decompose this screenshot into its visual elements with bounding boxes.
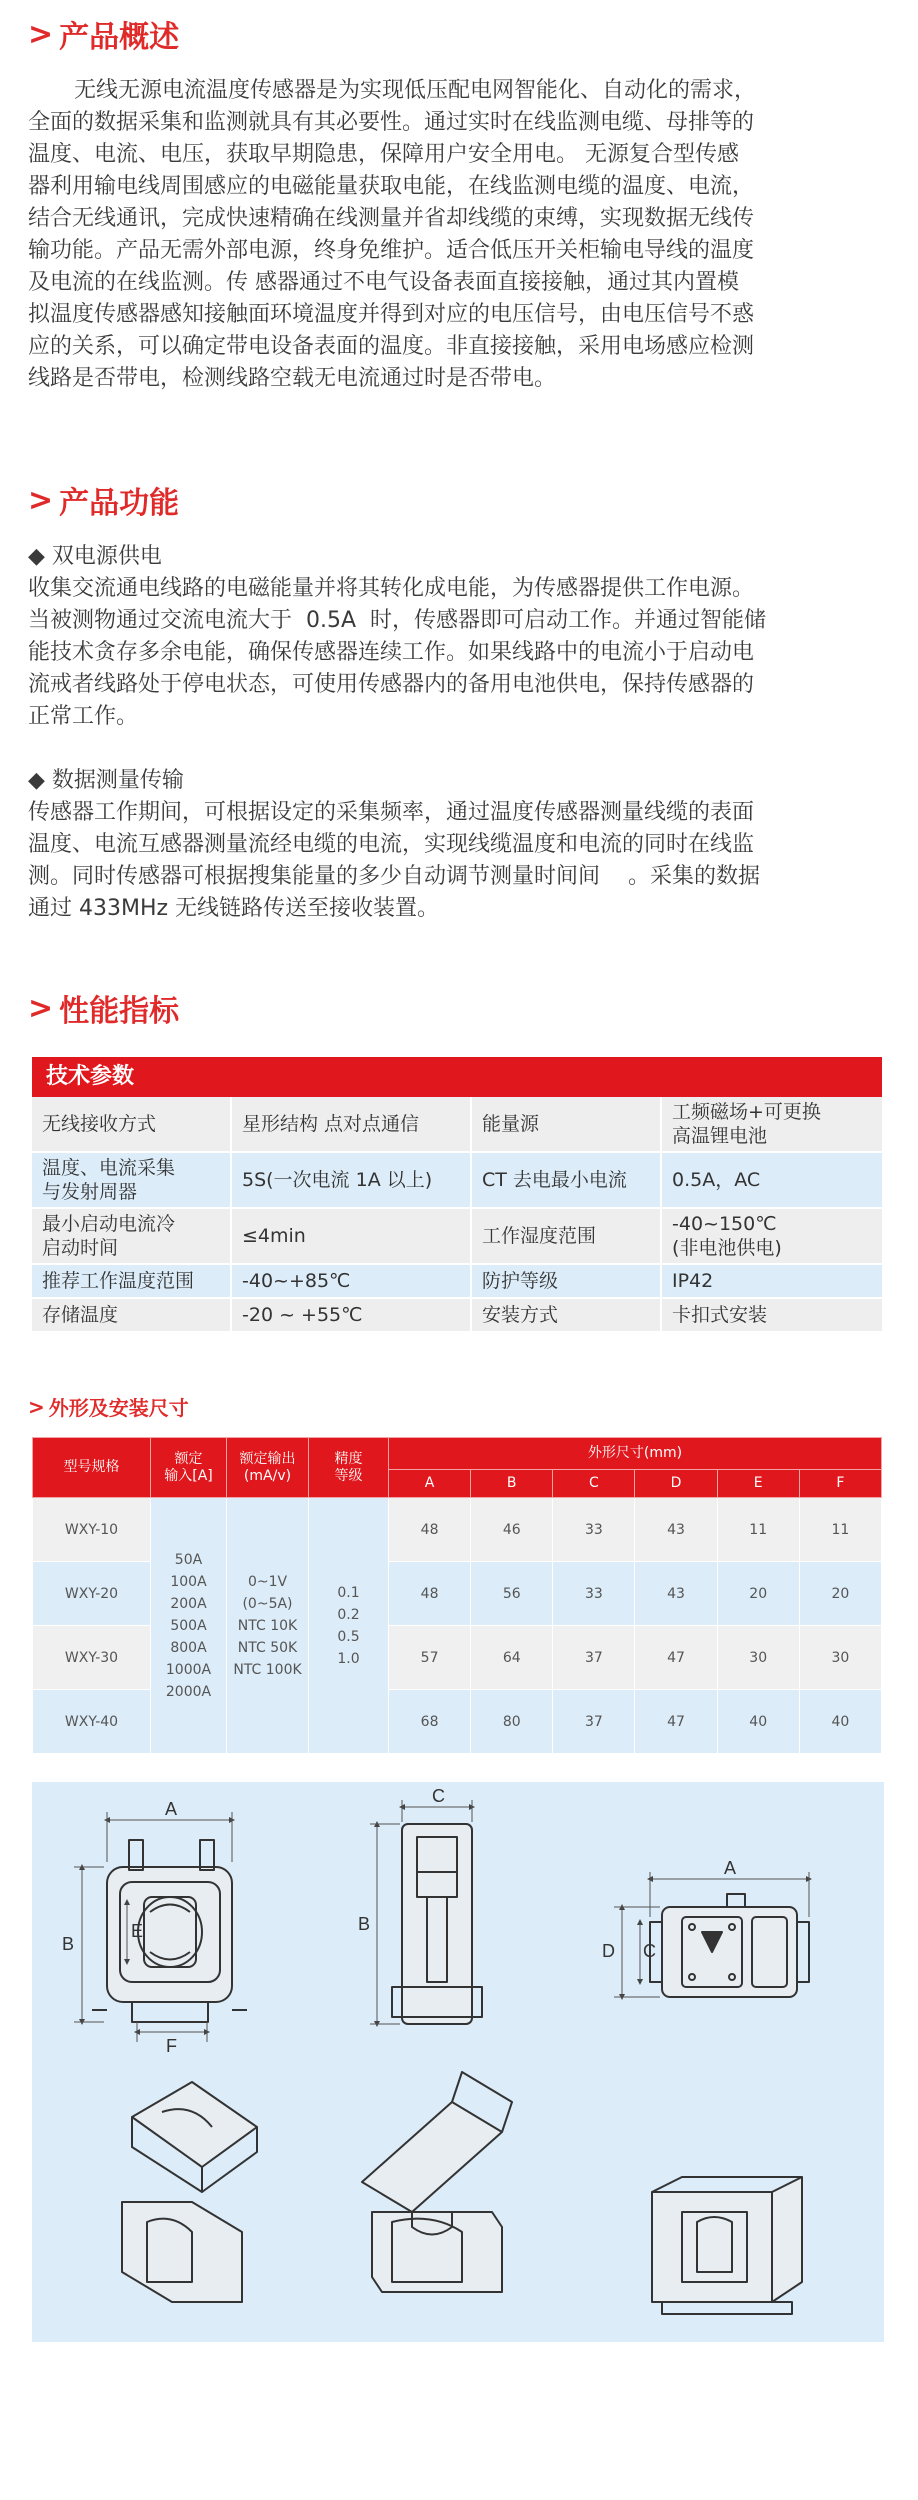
iso-open-left <box>122 2082 257 2302</box>
dim-value-cell: 46 <box>471 1498 553 1562</box>
model-cell: WXY-20 <box>33 1562 151 1626</box>
header-model: 型号规格 <box>33 1438 151 1498</box>
function-heading-dual-power: ◆ 双电源供电 <box>28 544 162 569</box>
section-title-overview: > 产品概述 <box>28 16 180 55</box>
dim-value-cell: 56 <box>471 1562 553 1626</box>
dim-label-f-front: F <box>166 2036 177 2056</box>
header-dim-f: F <box>799 1470 881 1498</box>
dim-label-d-top: D <box>602 1941 615 1961</box>
text-line: 无线无源电流温度传感器是为实现低压配电网智能化、自动化的需求， <box>74 78 757 103</box>
section-title-functions: > 产品功能 <box>28 482 180 521</box>
header-size: 外形尺寸(mm) <box>389 1438 882 1470</box>
tech-params-header: 技术参数 <box>32 1057 882 1097</box>
side-view <box>392 1824 482 2024</box>
tech-cell: -40~150℃ (非电池供电) <box>672 1213 782 1259</box>
header-dim-a: A <box>389 1470 471 1498</box>
tech-row <box>32 1153 882 1209</box>
text-line: 测。同时传感器可根据搜集能量的多少自动调节测量时间间 。采集的数据 <box>28 864 760 889</box>
overview-paragraph <box>28 75 890 395</box>
dim-value-cell: 33 <box>553 1562 635 1626</box>
tech-cell: 能量源 <box>472 1097 662 1151</box>
tech-cell: -40~+85℃ <box>232 1265 472 1297</box>
text-line: 当被测物通过交流电流大于 0.5A 时，传感器即可启动工作。并通过智能储 <box>28 608 767 633</box>
function-heading-data-transfer: ◆ 数据测量传输 <box>28 768 184 793</box>
dim-label-b-side: B <box>358 1914 371 1934</box>
top-view <box>650 1894 809 1997</box>
iso-closed <box>652 2177 802 2314</box>
dim-value-cell: 48 <box>389 1562 471 1626</box>
dimensions-table <box>32 1437 882 1754</box>
dim-value-cell: 68 <box>389 1690 471 1754</box>
tech-cell: 星形结构 点对点通信 <box>232 1097 472 1151</box>
text-line: 及电流的在线监测。传 感器通过不电气设备表面直接接触，通过其内置模 <box>28 270 739 295</box>
header-dim-c: C <box>553 1470 635 1498</box>
header-rated-input: 额定 输入[A] <box>151 1438 227 1498</box>
model-cell: WXY-10 <box>33 1498 151 1562</box>
dim-value-cell: 40 <box>799 1690 881 1754</box>
tech-row <box>32 1097 882 1153</box>
chevron-right-icon: > <box>28 16 54 52</box>
text-line: 全面的数据采集和监测就具有其必要性。通过实时在线监测电缆、母排等的 <box>28 110 755 135</box>
header-dim-b: B <box>471 1470 553 1498</box>
tech-cell: -20 ~ +55℃ <box>232 1299 472 1331</box>
text-line: 通过 433MHz 无线链路传送至接收装置。 <box>28 896 440 921</box>
text-line: 应的关系，可以确定带电设备表面的温度。非直接接触，采用电场感应检测 <box>28 334 755 359</box>
tech-row <box>32 1209 882 1265</box>
chevron-right-icon: > <box>28 1394 45 1419</box>
tech-cell: 存储温度 <box>32 1299 232 1331</box>
dim-value-cell: 37 <box>553 1626 635 1690</box>
tech-row <box>32 1265 882 1299</box>
tech-cell: 卡扣式安装 <box>672 1304 768 1326</box>
dim-value-cell: 30 <box>799 1626 881 1690</box>
dim-value-cell: 11 <box>717 1498 799 1562</box>
text-line: 输功能。产品无需外部电源，终身免维护。适合低压开关柜输电导线的温度 <box>28 238 755 263</box>
merged-rated-input-cell: 50A 100A 200A 500A 800A 1000A 2000A <box>151 1498 227 1754</box>
dim-value-cell: 37 <box>553 1690 635 1754</box>
tech-cell: 5S(一次电流 1A 以上) <box>232 1153 472 1207</box>
tech-row <box>32 1299 882 1333</box>
dim-label-a-top: A <box>724 1858 737 1878</box>
dim-value-cell: 33 <box>553 1498 635 1562</box>
tech-cell: IP42 <box>672 1270 714 1292</box>
dim-value-cell: 20 <box>799 1562 881 1626</box>
tech-cell: 温度、电流采集 与发射周器 <box>32 1153 232 1207</box>
dim-value-cell: 80 <box>471 1690 553 1754</box>
header-rated-output: 额定输出 (mA/v) <box>227 1438 309 1498</box>
dim-value-cell: 30 <box>717 1626 799 1690</box>
tech-cell: 无线接收方式 <box>32 1097 232 1151</box>
iso-open-middle <box>362 2072 512 2292</box>
dimension-drawing-svg <box>32 1782 884 2342</box>
tech-cell: 推荐工作温度范围 <box>32 1265 232 1297</box>
tech-cell: 工频磁场+可更换 高温锂电池 <box>672 1101 821 1147</box>
merged-rated-output-cell: 0~1V (0~5A) NTC 10K NTC 50K NTC 100K <box>227 1498 309 1754</box>
dim-label-c-side: C <box>432 1786 445 1806</box>
dim-label-e-front: E <box>131 1921 144 1941</box>
dim-value-cell: 43 <box>635 1498 717 1562</box>
text-line: 拟温度传感器感知接触面环境温度并得到对应的电压信号，由电压信号不惑 <box>28 302 755 327</box>
dim-value-cell: 64 <box>471 1626 553 1690</box>
text-line: 温度、电流互感器测量流经电缆的电流，实现线缆温度和电流的同时在线监 <box>28 832 755 857</box>
dim-label-b-front: B <box>62 1934 75 1954</box>
table-row <box>33 1498 882 1562</box>
chevron-right-icon: > <box>28 482 54 518</box>
text-line: 器利用输电线周围感应的电磁能量获取电能，在线监测电缆的温度、电流， <box>28 174 755 199</box>
tech-cell: 防护等级 <box>472 1265 662 1297</box>
dim-label-a-front: A <box>165 1799 178 1819</box>
model-cell: WXY-40 <box>33 1690 151 1754</box>
text-line: 传感器工作期间，可根据设定的采集频率，通过温度传感器测量线缆的表面 <box>28 800 755 825</box>
header-accuracy: 精度 等级 <box>309 1438 389 1498</box>
tech-cell: 最小启动电流冷 启动时间 <box>32 1209 232 1263</box>
front-view <box>92 1840 247 2022</box>
function-text-dual-power <box>28 573 890 733</box>
dim-value-cell: 20 <box>717 1562 799 1626</box>
section-title-performance: > 性能指标 <box>28 990 180 1029</box>
text-line: 结合无线通讯，完成快速精确在线测量并省却线缆的束缚，实现数据无线传 <box>28 206 755 231</box>
text-line: 线路是否带电，检测线路空载无电流通过时是否带电。 <box>28 366 557 391</box>
text-line: 流戒者线路处于停电状态，可使用传感器内的备用电池供电，保持传感器的 <box>28 672 755 697</box>
dim-value-cell: 48 <box>389 1498 471 1562</box>
dim-value-cell: 40 <box>717 1690 799 1754</box>
dim-value-cell: 47 <box>635 1690 717 1754</box>
section-title-dimensions: > 外形及安装尺寸 <box>28 1394 189 1420</box>
tech-cell: 工作湿度范围 <box>472 1209 662 1263</box>
chevron-right-icon: > <box>28 990 54 1026</box>
merged-accuracy-cell: 0.1 0.2 0.5 1.0 <box>309 1498 389 1754</box>
text-line: 温度、电流、电压，获取早期隐患，保障用户安全用电。 无源复合型传感 <box>28 142 739 167</box>
tech-params-table <box>32 1057 882 1333</box>
tech-cell: 安装方式 <box>472 1299 662 1331</box>
tech-cell: 0.5A，AC <box>672 1169 761 1191</box>
dim-value-cell: 57 <box>389 1626 471 1690</box>
installation-drawing <box>32 1782 884 2342</box>
dim-value-cell: 47 <box>635 1626 717 1690</box>
dim-label-c-top: C <box>643 1941 656 1961</box>
text-line: 能技术贪存多余电能，确保传感器连续工作。如果线路中的电流小于启动电 <box>28 640 755 665</box>
header-dim-d: D <box>635 1470 717 1498</box>
text-line: 正常工作。 <box>28 704 139 729</box>
dim-value-cell: 43 <box>635 1562 717 1626</box>
function-text-data-transfer <box>28 797 890 925</box>
tech-cell: CT 去电最小电流 <box>472 1153 662 1207</box>
tech-cell: ≤4min <box>232 1209 472 1263</box>
model-cell: WXY-30 <box>33 1626 151 1690</box>
dim-value-cell: 11 <box>799 1498 881 1562</box>
header-dim-e: E <box>717 1470 799 1498</box>
text-line: 收集交流通电线路的电磁能量并将其转化成电能，为传感器提供工作电源。 <box>28 576 755 601</box>
